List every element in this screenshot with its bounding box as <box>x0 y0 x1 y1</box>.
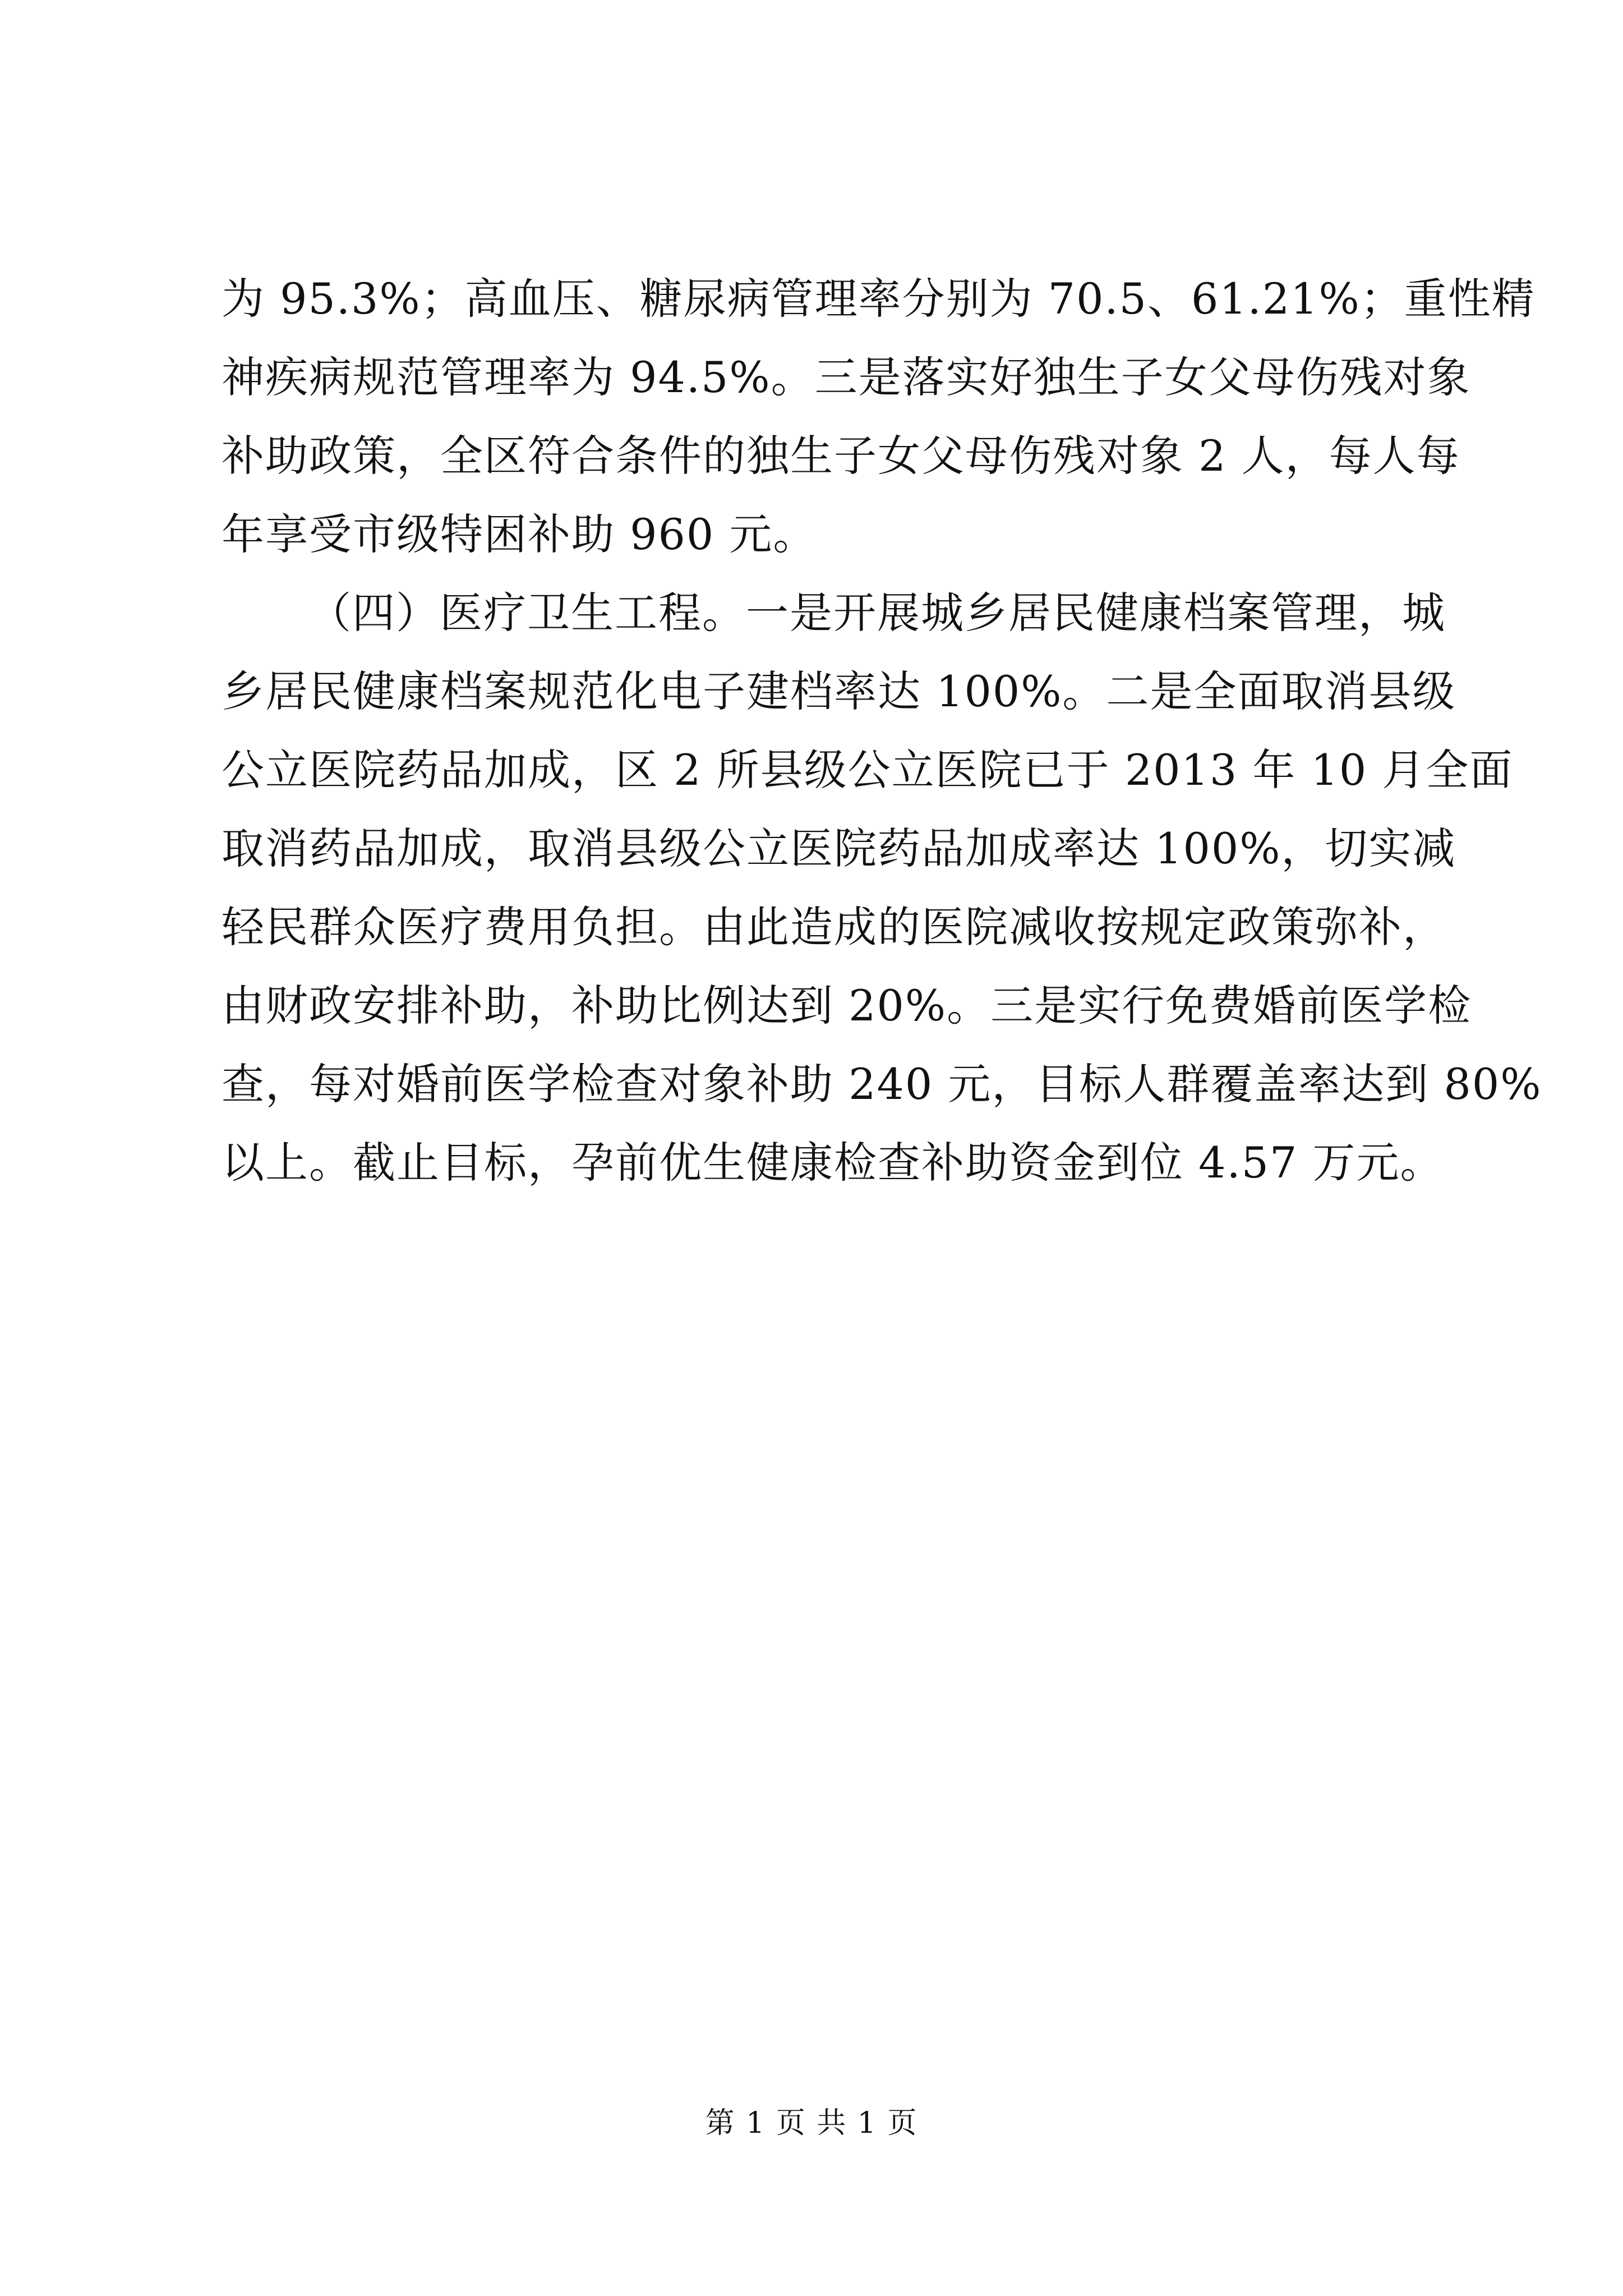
paragraph-1-line-4: 年享受市级特困补助 960 元。 <box>222 509 817 559</box>
paragraph-2-line-5: 轻民群众医疗费用负担。由此造成的医院减收按规定政策弥补， <box>222 902 1446 952</box>
paragraph-2 <box>222 574 1542 1202</box>
paragraph-2-line-1: （四）医疗卫生工程。一是开展城乡居民健康档案管理，城 <box>308 588 1446 638</box>
page-footer <box>0 2101 1623 2146</box>
paragraph-1 <box>222 260 1536 574</box>
paragraph-2-line-3: 公立医院药品加成，区 2 所县级公立医院已于 2013 年 10 月全面 <box>222 745 1514 795</box>
paragraph-1-line-2: 神疾病规范管理率为 94.5%。三是落实好独生子女父母伤残对象 <box>222 352 1471 402</box>
paragraph-2-line-4: 取消药品加成，取消县级公立医院药品加成率达 100%，切实减 <box>222 823 1456 873</box>
paragraph-2-line-7: 查，每对婚前医学检查对象补助 240 元，目标人群覆盖率达到 80% <box>222 1059 1542 1109</box>
paragraph-1-line-1: 为 95.3%；高血压、糖尿病管理率分别为 70.5、61.21%；重性精 <box>222 274 1536 324</box>
paragraph-2-line-8: 以上。截止目标，孕前优生健康检查补助资金到位 4.57 万元。 <box>222 1138 1444 1188</box>
page-number-label: 第 1 页 共 1 页 <box>705 2106 918 2140</box>
paragraph-1-line-3: 补助政策，全区符合条件的独生子女父母伤残对象 2 人，每人每 <box>222 431 1460 481</box>
paragraph-2-line-2: 乡居民健康档案规范化电子建档率达 100%。二是全面取消县级 <box>222 666 1456 716</box>
paragraph-2-line-6: 由财政安排补助，补助比例达到 20%。三是实行免费婚前医学检 <box>222 981 1472 1030</box>
